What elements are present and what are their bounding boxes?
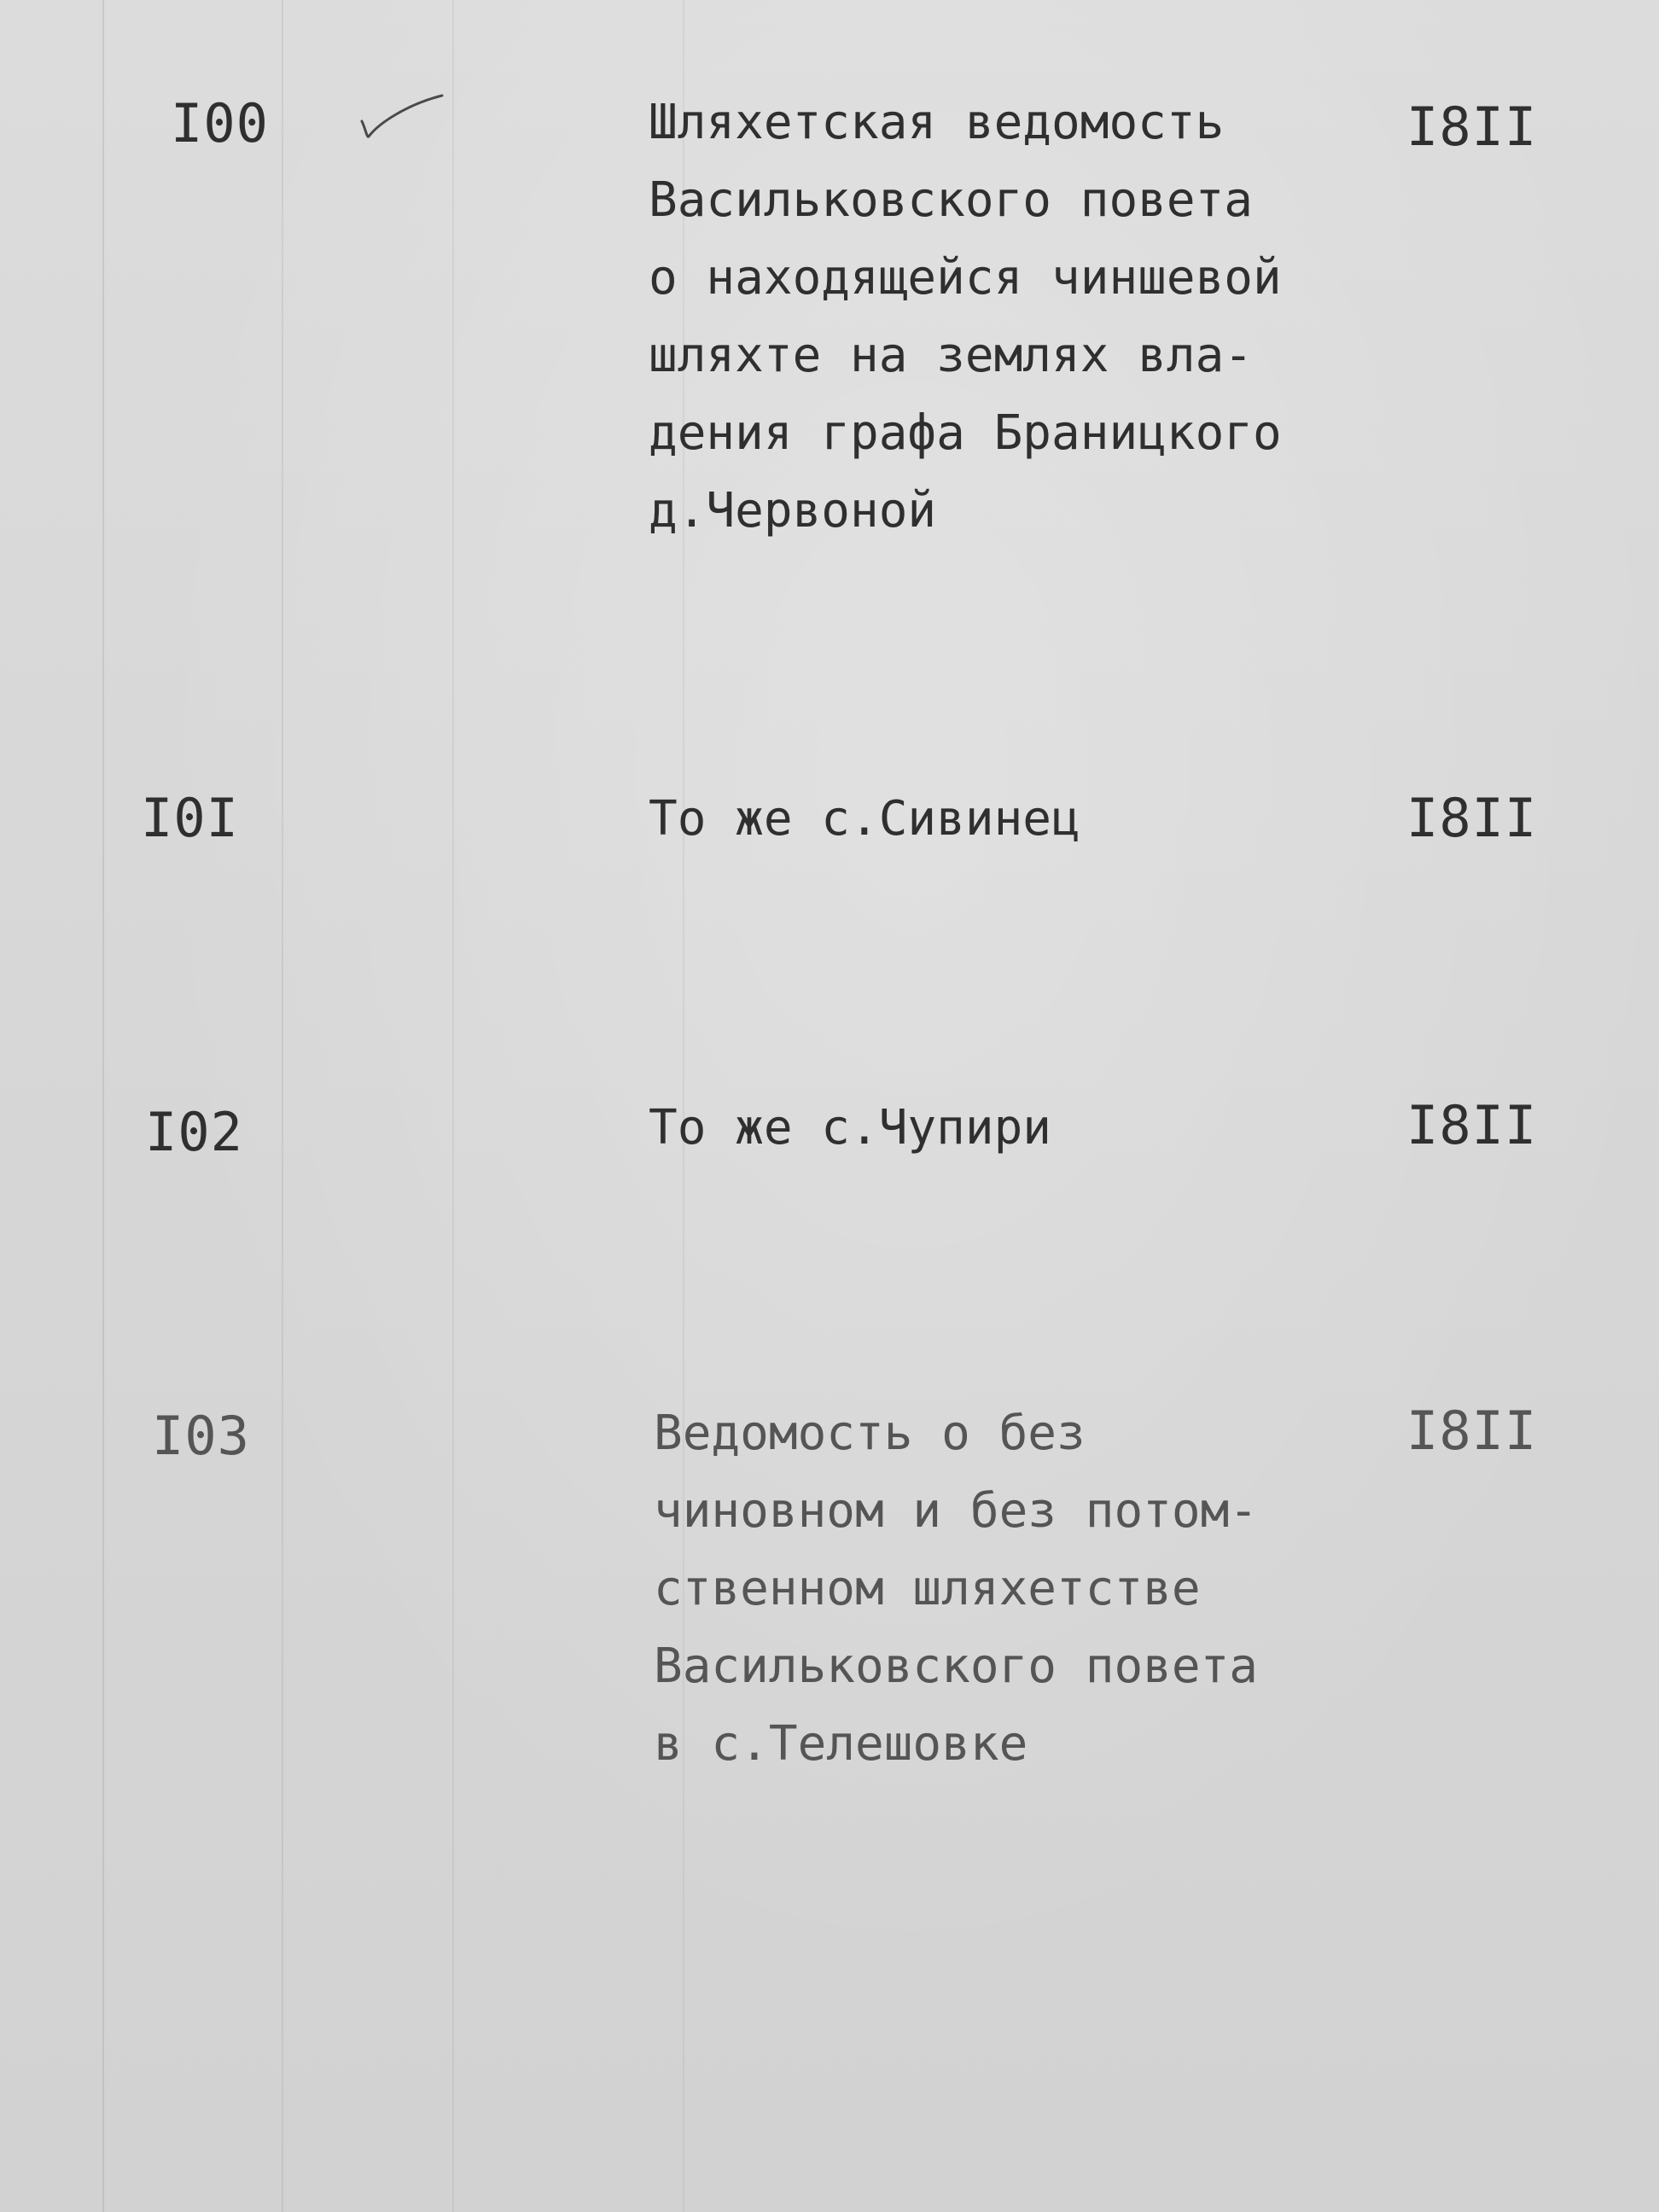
record-description — [649, 84, 1382, 550]
record-number: I02 — [145, 1101, 243, 1163]
description-line: чиновном и без потом- — [654, 1483, 1259, 1539]
record-year: I8II — [1406, 1400, 1538, 1462]
description-line: д.Червоной — [649, 483, 937, 538]
description-line: дения графа Браницкого — [649, 405, 1282, 461]
record-description — [649, 1089, 1382, 1167]
record-year: I8II — [1406, 787, 1538, 849]
ruling-line — [102, 0, 104, 2212]
record-number: I0I — [141, 787, 239, 849]
record-number: I00 — [171, 92, 269, 154]
checkmark-icon — [357, 85, 459, 145]
description-line: Васильковского повета — [654, 1639, 1259, 1694]
record-year: I8II — [1406, 96, 1538, 158]
record-description — [649, 780, 1382, 858]
record-description — [654, 1394, 1388, 1783]
description-line: шляхте на землях вла- — [649, 328, 1254, 383]
description-line: о находящейся чиншевой — [649, 250, 1282, 306]
description-line: Шляхетская ведомость — [649, 95, 1225, 150]
record-number: I03 — [152, 1405, 250, 1467]
description-line: Ведомость о без — [654, 1406, 1086, 1461]
record-year: I8II — [1406, 1094, 1538, 1156]
description-line: в с.Телешовке — [654, 1716, 1028, 1772]
ruling-line — [282, 0, 283, 2212]
description-line: ственном шляхетстве — [654, 1561, 1201, 1616]
description-line: Васильковского повета — [649, 172, 1254, 228]
description-line: То же с.Чупири — [649, 1100, 1052, 1155]
description-line: То же с.Сивинец — [649, 791, 1080, 847]
ruling-line — [452, 0, 454, 2212]
